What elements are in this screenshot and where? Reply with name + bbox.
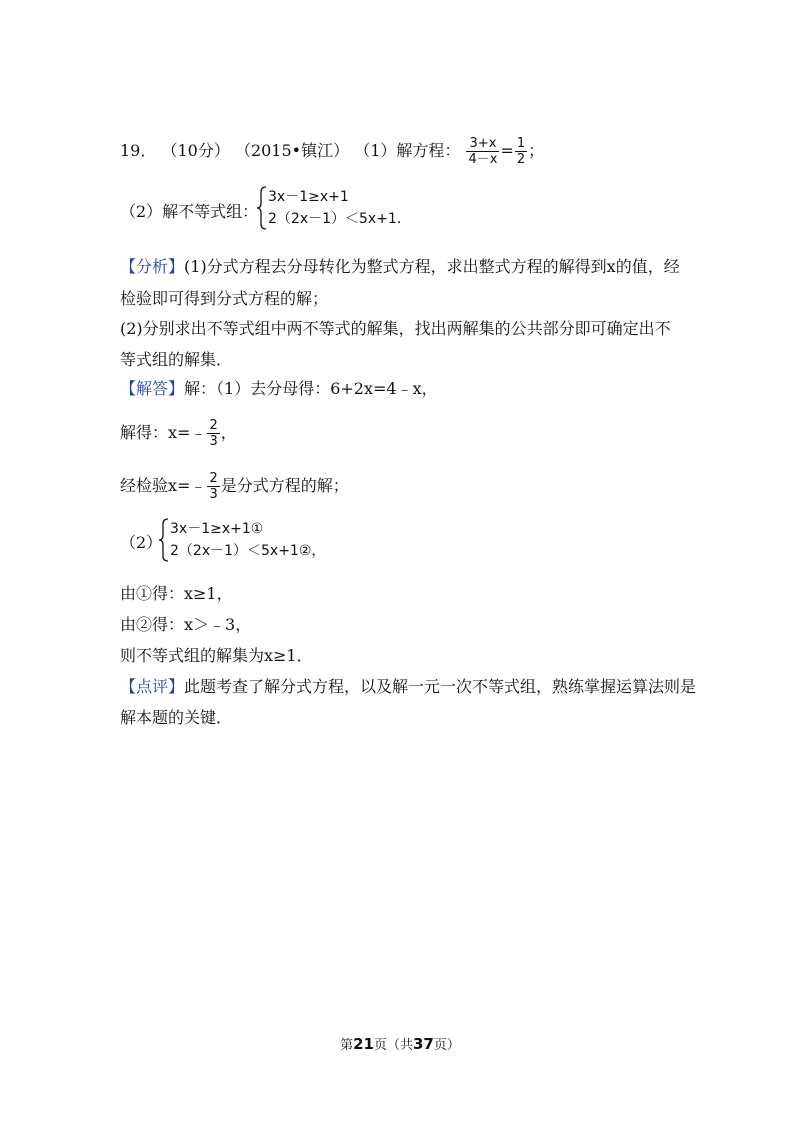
- fraction-denominator: 4－x: [468, 152, 498, 167]
- fraction-numerator: 3+x: [466, 136, 499, 152]
- footer-pre: 第: [340, 1038, 354, 1053]
- fraction-denominator: 3: [209, 434, 218, 449]
- comment-tag: 【点评】: [120, 677, 185, 696]
- solution-part2-prefix: （2）: [120, 533, 163, 552]
- solution-step-2-end: ，: [220, 423, 237, 442]
- equation-equals: =: [500, 141, 514, 160]
- footer-total-pages: 37: [413, 1035, 434, 1053]
- solution-step-4: 由①得：x≥1，: [120, 584, 233, 603]
- equation-rhs-fraction: [515, 136, 527, 167]
- solution-line-1: [120, 378, 438, 400]
- analysis-line-4: 等式组的解集．: [120, 350, 233, 369]
- system-brace-icon: [158, 518, 170, 562]
- solution-fraction: [207, 471, 219, 502]
- analysis-line-3: (2)分别求出不等式组中两不等式的解集，找出两解集的公共部分即可确定出不: [120, 319, 671, 338]
- solution-step-2-prefix: 解得：x=﹣: [120, 423, 207, 442]
- solution-step-5: 由②得：x＞﹣3，: [120, 615, 252, 634]
- solution-inequality-1: 3x－1≥x+1①: [170, 521, 264, 537]
- equation-lhs-fraction: [466, 136, 499, 167]
- solution-step-3-prefix: 经检验x=﹣: [120, 476, 207, 495]
- comment-line-2: 解本题的关键．: [120, 708, 233, 727]
- footer-page-number: 21: [353, 1035, 374, 1053]
- part2-prefix: （2）解不等式组：: [120, 202, 259, 221]
- system-brace-icon: [256, 186, 268, 230]
- solution-step-3-end: 是分式方程的解；: [220, 476, 349, 495]
- inequality-1: 3x－1≥x+1: [268, 189, 349, 205]
- problem-number: 19．: [120, 141, 157, 160]
- footer-post: 页）: [433, 1038, 460, 1053]
- solution-step-1: 解：（1）去分母得：6+2x=4﹣x，: [184, 379, 438, 398]
- solution-step-6: 则不等式组的解集为x≥1．: [120, 646, 313, 665]
- solution-inequality-end: ，: [311, 543, 326, 559]
- analysis-line-1: [120, 256, 680, 278]
- footer-mid: 页（共: [373, 1038, 413, 1053]
- comment-text-1: 此题考查了解分式方程，以及解一元一次不等式组，熟练掌握运算法则是: [184, 677, 697, 696]
- equation-end: ；: [528, 141, 545, 160]
- fraction-denominator: 3: [209, 487, 218, 502]
- problem-score: （10分）: [161, 141, 230, 160]
- inequality-2-text: 2（2x－1）＜5x+1: [268, 211, 397, 227]
- problem-line-1: [120, 136, 544, 167]
- solution-fraction: [207, 418, 219, 449]
- problem-source: （2015•镇江）: [234, 141, 350, 160]
- fraction-numerator: 2: [209, 418, 218, 433]
- analysis-line-2: 检验即可得到分式方程的解；: [120, 289, 329, 308]
- inequality-end: ．: [396, 211, 411, 227]
- solution-tag: 【解答】: [120, 379, 185, 398]
- inequality-2: [268, 208, 411, 230]
- part1-prefix: （1）解方程：: [354, 141, 461, 160]
- comment-line-1: [120, 676, 696, 698]
- solution-line-3: [120, 471, 349, 502]
- solution-inequality-2-text: 2（2x－1）＜5x+1②: [170, 543, 312, 559]
- fraction-numerator: 1: [516, 136, 526, 151]
- fraction-denominator: 2: [516, 152, 526, 167]
- analysis-text-1: (1)分式方程去分母转化为整式方程，求出整式方程的解得到x的值，经: [184, 257, 680, 276]
- page-footer: [0, 1034, 800, 1053]
- fraction-numerator: 2: [209, 471, 218, 486]
- solution-inequality-2: [170, 540, 325, 562]
- analysis-tag: 【分析】: [120, 257, 185, 276]
- solution-line-2: [120, 418, 237, 449]
